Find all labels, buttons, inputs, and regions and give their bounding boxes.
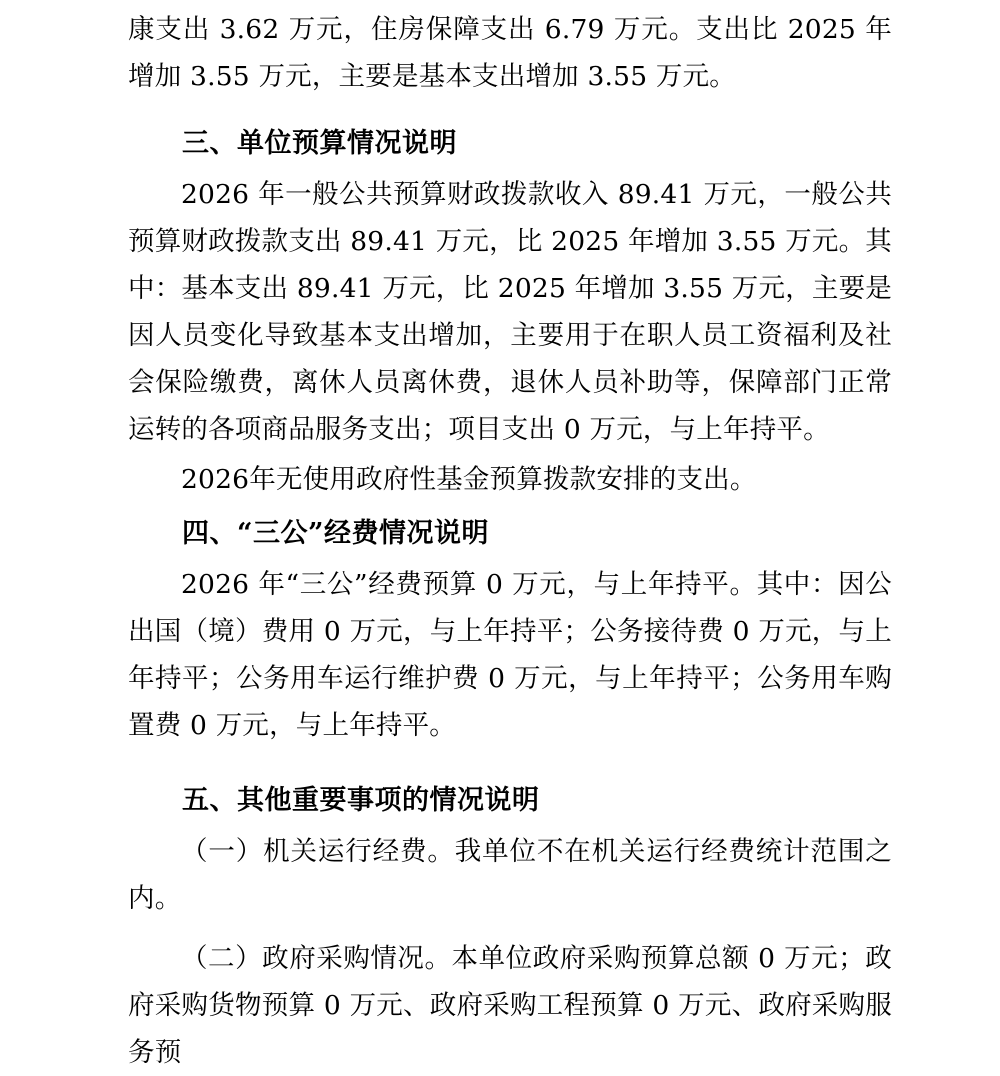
heading-section-four: 四、“三公”经费情况说明 (182, 518, 490, 549)
paragraph-item-two-procurement: （二）政府采购情况。本单位政府采购预算总额 0 万元；政府采购货物预算 0 万元、政府采购工程预算 0 万元、政府采购服务预 (128, 943, 892, 1068)
spacer (128, 752, 892, 770)
heading-section-three: 三、单位预算情况说明 (182, 128, 457, 159)
paragraph-three-public-expenses: 2026 年“三公”经费预算 0 万元，与上年持平。其中：因公出国（境）费用 0 万元，与上年持平；公务接待费 0 万元，与上年持平；公务用车运行维护费 0 万元，与上年持平；公务用车购置费 0 万元，与上年持平。 (128, 569, 892, 741)
paragraph-government-fund: 2026年无使用政府性基金预算拨款安排的支出。 (181, 464, 757, 495)
paragraph-item-one-operating-funds: （一）机关运行经费。我单位不在机关运行经费统计范围之内。 (128, 836, 892, 914)
paragraph-budget-detail: 2026 年一般公共预算财政拨款收入 89.41 万元，一般公共预算财政拨款支出 89.41 万元，比 2025 年增加 3.55 万元。其中：基本支出 89.41 万元，比 2025 年增加 3.55 万元，主要是因人员变化导致基本支出增加，主要用于在职人员工资福利及社会保险缴费，离休人员离休费，退休人员补助等，保障部门正常运转的各项商品服务支出；项目支出 0 万元，与上年持平。 (128, 179, 892, 445)
spacer (128, 925, 892, 935)
heading-section-five: 五、其他重要事项的情况说明 (182, 785, 540, 816)
spacer (128, 103, 892, 113)
paragraph-continued-expenditure: 康支出 3.62 万元，住房保障支出 6.79 万元。支出比 2025 年增加 3.55 万元，主要是基本支出增加 3.55 万元。 (128, 14, 892, 92)
